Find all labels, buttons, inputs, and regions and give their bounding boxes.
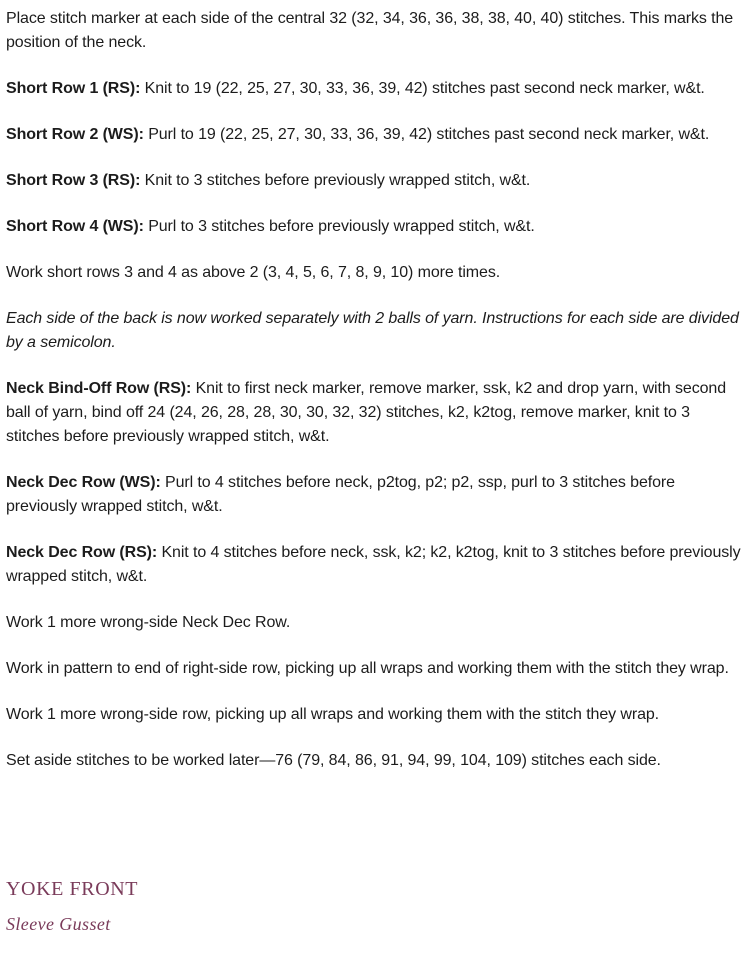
neck-bind-off-text: Knit to first neck marker, remove marker, ssk, k2 and drop yarn, with second ball of yarn, bind off 24 (24, 26, 28, 28, 30, 30, 32, 32) stitches, k2, k2tog, remove marker, knit to 3 stitches before previously wrapped stitch, w&t. bbox=[6, 380, 726, 445]
repeat-short-rows-instruction: Work short rows 3 and 4 as above 2 (3, 4, 5, 6, 7, 8, 9, 10) more times. bbox=[6, 264, 501, 281]
set-aside-instruction: Set aside stitches to be worked later—76 (79, 84, 86, 91, 94, 99, 104, 109) stitches each side. bbox=[6, 752, 661, 769]
more-wrong-side-dec-instruction: Work 1 more wrong-side Neck Dec Row. bbox=[6, 614, 291, 631]
short-row-1-label: Short Row 1 (RS): bbox=[6, 80, 141, 97]
neck-dec-ws-label: Neck Dec Row (WS): bbox=[6, 474, 161, 491]
neck-dec-rs-label: Neck Dec Row (RS): bbox=[6, 544, 158, 561]
section-subheading: Sleeve Gusset bbox=[6, 914, 111, 934]
short-row-3-text: Knit to 3 stitches before previously wrapped stitch, w&t. bbox=[140, 172, 531, 189]
neck-dec-rs-text: Knit to 4 stitches before neck, ssk, k2; k2, k2tog, knit to 3 stitches before previously wrapped stitch, w&t. bbox=[6, 544, 741, 585]
neck-marker-instruction: Place stitch marker at each side of the central 32 (32, 34, 36, 36, 38, 38, 40, 40) stitches. This marks the position of the neck. bbox=[6, 10, 734, 51]
neck-bind-off-row bbox=[6, 377, 746, 449]
neck-bind-off-label: Neck Bind-Off Row (RS): bbox=[6, 380, 192, 397]
pattern-instructions bbox=[6, 7, 746, 795]
short-row-3 bbox=[6, 169, 746, 193]
separate-sides-note: Each side of the back is now worked separately with 2 balls of yarn. Instructions for each side are divided by a semicolon. bbox=[6, 310, 739, 351]
more-wrong-side-row-instruction: Work 1 more wrong-side row, picking up all wraps and working them with the stitch they wrap. bbox=[6, 706, 660, 723]
neck-dec-row-rs bbox=[6, 541, 746, 589]
short-row-2-text: Purl to 19 (22, 25, 27, 30, 33, 36, 39, 42) stitches past second neck marker, w&t. bbox=[143, 126, 710, 143]
neck-dec-ws-text: Purl to 4 stitches before neck, p2tog, p2; p2, ssp, purl to 3 stitches before previously wrapped stitch, w&t. bbox=[6, 474, 675, 515]
short-row-1 bbox=[6, 77, 746, 101]
short-row-4 bbox=[6, 215, 746, 239]
short-row-2 bbox=[6, 123, 746, 147]
section-heading: YOKE FRONT bbox=[6, 878, 139, 900]
short-row-2-label: Short Row 2 (WS): bbox=[6, 126, 144, 143]
short-row-3-label: Short Row 3 (RS): bbox=[6, 172, 141, 189]
short-row-4-label: Short Row 4 (WS): bbox=[6, 218, 144, 235]
short-row-1-text: Knit to 19 (22, 25, 27, 30, 33, 36, 39, 42) stitches past second neck marker, w&t. bbox=[140, 80, 705, 97]
short-row-4-text: Purl to 3 stitches before previously wrapped stitch, w&t. bbox=[143, 218, 535, 235]
pattern-to-end-instruction: Work in pattern to end of right-side row, picking up all wraps and working them with the stitch they wrap. bbox=[6, 660, 729, 677]
neck-dec-row-ws bbox=[6, 471, 746, 519]
